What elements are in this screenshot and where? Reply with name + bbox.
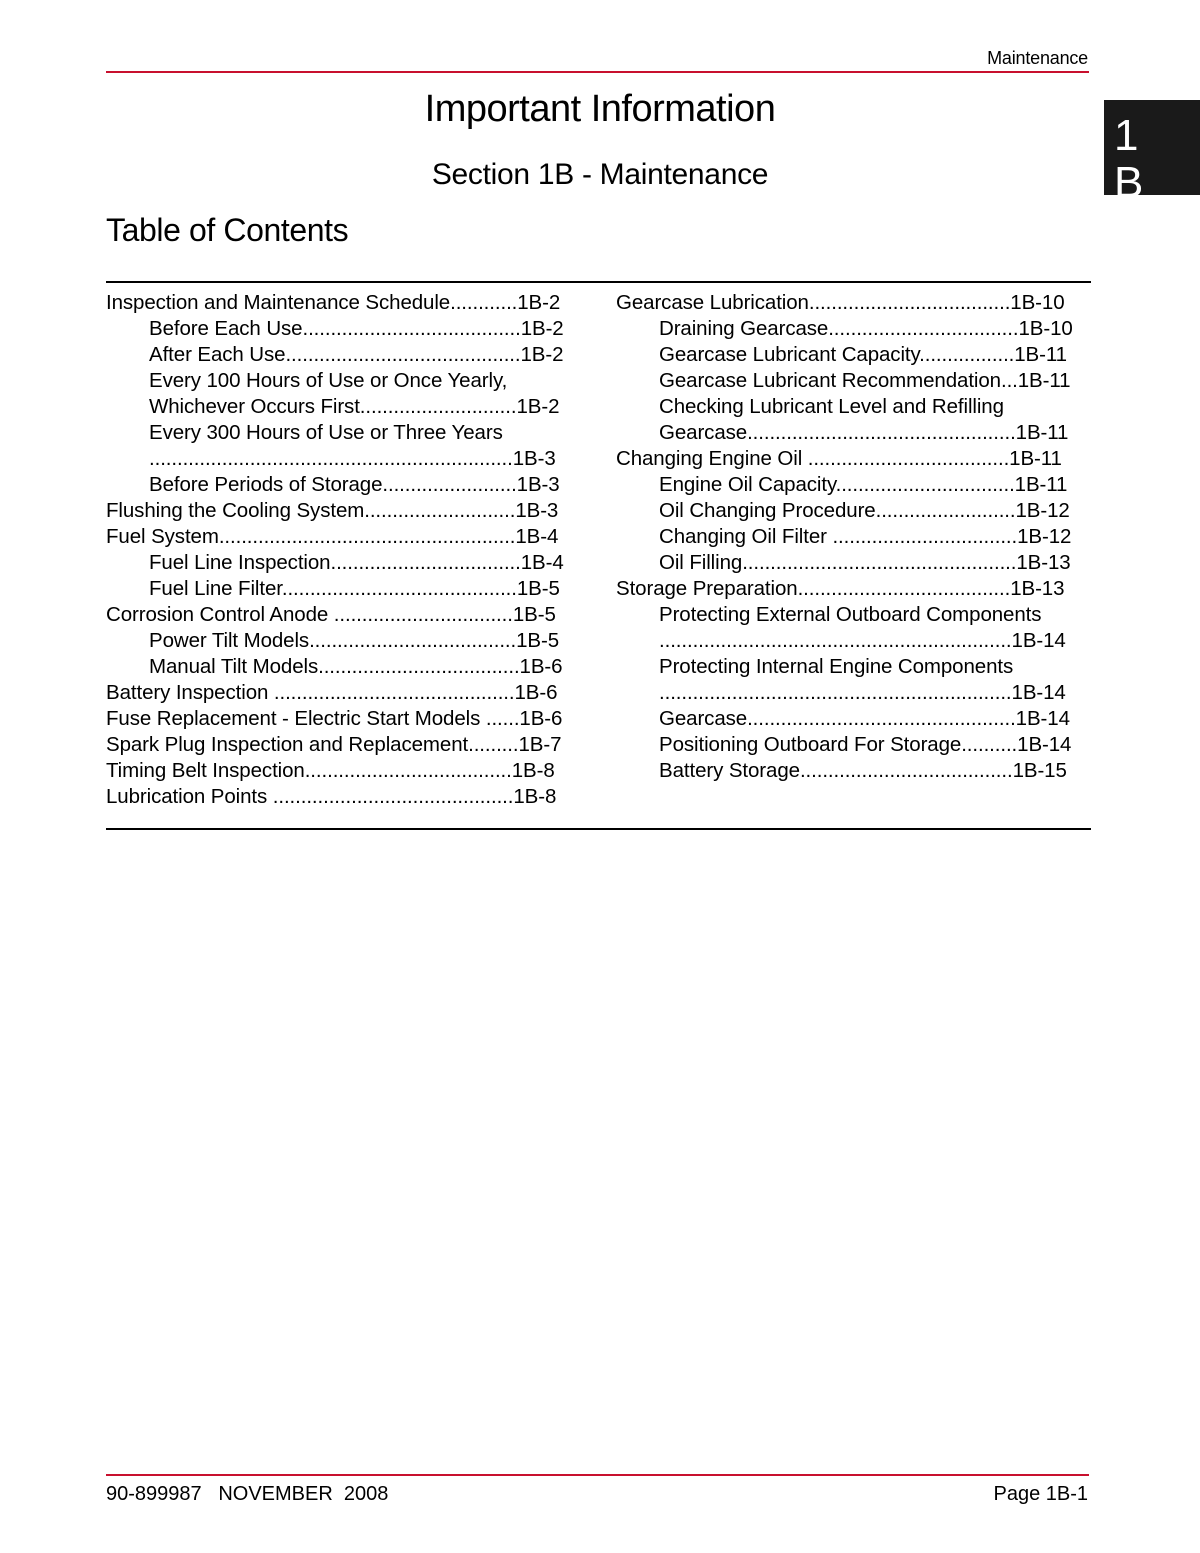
toc-entry[interactable]: Battery Inspection ...........................................1B-6	[106, 681, 558, 704]
toc-left-column	[106, 290, 592, 810]
toc-entry[interactable]: Engine Oil Capacity................................1B-11	[659, 473, 1068, 496]
toc-entry[interactable]: Flushing the Cooling System...........................1B-3	[106, 499, 559, 522]
toc-entry[interactable]: Gearcase Lubricant Capacity.................1B-11	[659, 343, 1067, 366]
toc-entry[interactable]: Storage Preparation......................................1B-13	[616, 577, 1065, 600]
toc-right-column	[616, 290, 1101, 784]
toc-entry[interactable]: Fuel Line Inspection..................................1B-4	[149, 551, 564, 574]
toc-entry[interactable]: Draining Gearcase..................................1B-10	[659, 317, 1073, 340]
toc-entry[interactable]: Before Each Use.......................................1B-2	[149, 317, 564, 340]
toc-heading: Table of Contents	[106, 212, 349, 248]
toc-entry[interactable]: Protecting Internal Engine Components	[659, 655, 1014, 678]
toc-entry[interactable]: Gearcase Lubrication....................................1B-10	[616, 291, 1065, 314]
toc-entry[interactable]: Lubrication Points ...........................................1B-8	[106, 785, 557, 808]
toc-entry[interactable]: Inspection and Maintenance Schedule............1B-2	[106, 291, 561, 314]
toc-top-rule	[106, 281, 1091, 283]
toc-entry[interactable]: ...............................................................1B-14	[659, 629, 1066, 652]
section-title: Section 1B - Maintenance	[431, 158, 769, 191]
toc-entry[interactable]: Changing Oil Filter .................................1B-12	[659, 525, 1072, 548]
toc-entry[interactable]: Changing Engine Oil ....................................1B-11	[616, 447, 1062, 470]
toc-entry[interactable]: Every 300 Hours of Use or Three Years	[149, 421, 503, 444]
toc-entry[interactable]: Spark Plug Inspection and Replacement.........1B-7	[106, 733, 562, 756]
footer-rule	[106, 1474, 1089, 1476]
toc-entry[interactable]: Gearcase................................................1B-14	[659, 707, 1070, 730]
toc-entry[interactable]: Gearcase................................................1B-11	[659, 421, 1069, 444]
toc-entry[interactable]: Battery Storage......................................1B-15	[659, 759, 1067, 782]
toc-entry[interactable]: Checking Lubricant Level and Refilling	[659, 395, 1004, 418]
page-title: Important Information	[424, 88, 776, 130]
toc-entry[interactable]: Before Periods of Storage........................1B-3	[149, 473, 560, 496]
toc-entry[interactable]: Fuel System.....................................................1B-4	[106, 525, 559, 548]
toc-entry[interactable]: Oil Filling.................................................1B-13	[659, 551, 1071, 574]
toc-entry[interactable]: Corrosion Control Anode ................................1B-5	[106, 603, 556, 626]
toc-entry[interactable]: Fuse Replacement - Electric Start Models ......1B-6	[106, 707, 563, 730]
toc-entry[interactable]: Gearcase Lubricant Recommendation...1B-11	[659, 369, 1071, 392]
toc-entry[interactable]: ...............................................................1B-14	[659, 681, 1066, 704]
toc-entry[interactable]: Positioning Outboard For Storage..........1B-14	[659, 733, 1072, 756]
toc-bottom-rule	[106, 828, 1091, 830]
toc-entry[interactable]: .................................................................1B-3	[149, 447, 556, 470]
toc-entry[interactable]: Whichever Occurs First............................1B-2	[149, 395, 560, 418]
section-tab-letter: B	[1114, 158, 1144, 207]
toc-entry[interactable]: Manual Tilt Models....................................1B-6	[149, 655, 563, 678]
section-tab-number: 1	[1114, 111, 1139, 160]
toc-entry[interactable]: Power Tilt Models.....................................1B-5	[149, 629, 560, 652]
header-rule	[106, 71, 1089, 73]
page-number: Page 1B-1	[993, 1483, 1088, 1505]
toc-entry[interactable]: Timing Belt Inspection.....................................1B-8	[106, 759, 555, 782]
toc-entry[interactable]: Protecting External Outboard Components	[659, 603, 1042, 626]
toc-entry[interactable]: Oil Changing Procedure.........................1B-12	[659, 499, 1070, 522]
doc-number: 90-899987 NOVEMBER 2008	[106, 1483, 389, 1505]
toc-entry[interactable]: Every 100 Hours of Use or Once Yearly,	[149, 369, 508, 392]
running-header: Maintenance	[987, 48, 1088, 68]
toc-entry[interactable]: Fuel Line Filter..........................................1B-5	[149, 577, 560, 600]
toc-entry[interactable]: After Each Use..........................................1B-2	[149, 343, 564, 366]
